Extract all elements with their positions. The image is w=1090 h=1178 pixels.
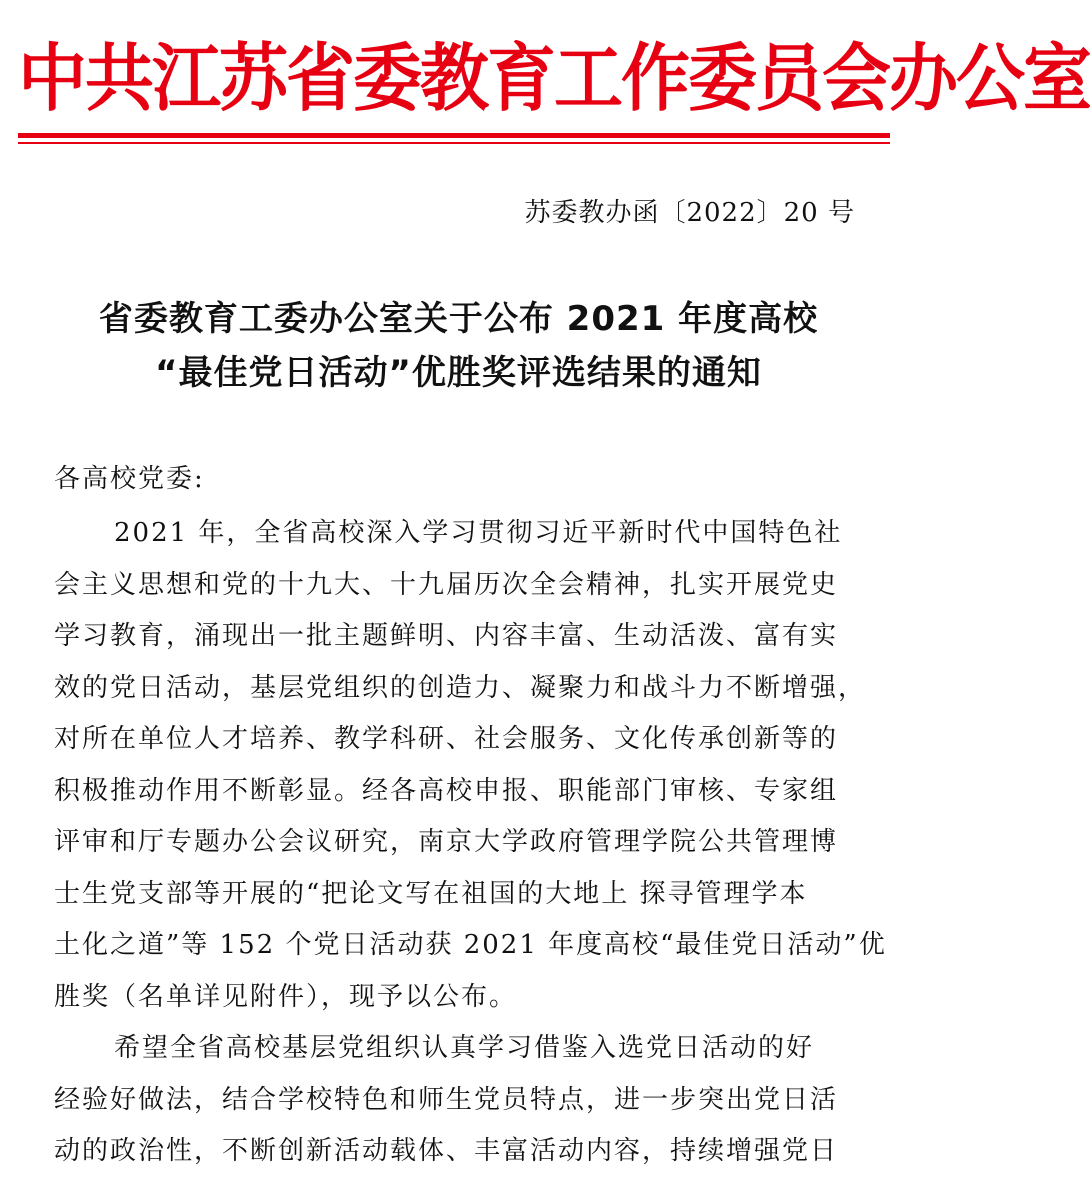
document-title [40, 292, 877, 400]
text-line: 士生党支部等开展的“把论文写在祖国的大地上 探寻管理学本 [54, 878, 808, 909]
document-title-line: 省委教育工委办公室关于公布 2021 年度高校 [98, 299, 819, 339]
paragraph [54, 508, 887, 1023]
text-line: 希望全省高校基层党组织认真学习借鉴入选党日活动的好 [114, 1033, 815, 1063]
text-line: 积极推动作用不断彰显。经各高校申报、职能部门审核、专家组 [54, 775, 839, 806]
text-line: 效的党日活动，基层党组织的创造力、凝聚力和战斗力不断增强， [54, 672, 867, 703]
document-title-line: “最佳党日活动”优胜奖评选结果的通知 [155, 353, 762, 393]
text-line: 学习教育，涌现出一批主题鲜明、内容丰富、生动活泼、富有实 [54, 621, 839, 651]
text-line: 土化之道”等 152 个党日活动获 2021 年度高校“最佳党日活动”优 [54, 930, 887, 960]
letterhead-rule-thick [18, 133, 890, 138]
text-line: 胜奖（名单详见附件），现予以公布。 [54, 981, 518, 1012]
salutation: 各高校党委: [54, 464, 205, 494]
text-line: 2021 年，全省高校深入学习贯彻习近平新时代中国特色社 [114, 518, 843, 548]
letterhead-org-name: 中共江苏省委教育工作委员会办公室 [18, 36, 1090, 122]
document-number: 苏委教办函〔2022〕20 号 [524, 198, 855, 228]
text-line: 评审和厅专题办公会议研究，南京大学政府管理学院公共管理博 [54, 827, 839, 857]
text-line: 经验好做法，结合学校特色和师生党员特点，进一步突出党日活 [54, 1084, 839, 1115]
letterhead [18, 18, 1090, 133]
text-line: 会主义思想和党的十九大、十九届历次全会精神，扎实开展党史 [54, 569, 839, 600]
text-line: 动的政治性，不断创新活动载体、丰富活动内容，持续增强党日 [54, 1136, 839, 1166]
letterhead-rule-thin [18, 142, 890, 144]
document-body [54, 508, 887, 1178]
paragraph [54, 1023, 864, 1178]
text-line: 对所在单位人才培养、教学科研、社会服务、文化传承创新等的 [54, 724, 839, 754]
